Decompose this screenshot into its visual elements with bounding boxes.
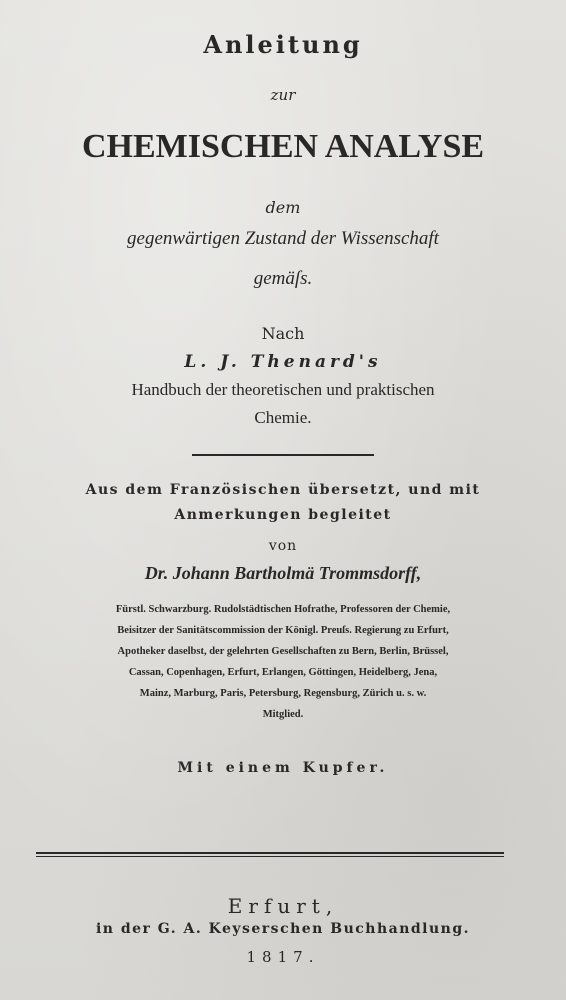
subtitle-line-2: gemäſs. (253, 268, 313, 289)
credentials-line: Mainz, Marburg, Paris, Petersburg, Regensburg, Zürich u. s. w. (139, 688, 427, 699)
imprint-year: 1817. (246, 948, 320, 966)
translator-name: Dr. Johann Bartholmä Trommsdorff, (144, 563, 422, 583)
imprint-place: Erfurt, (227, 894, 339, 918)
credentials-line: Fürstl. Schwarzburg. Rudolstädtischen Hofrathe, Professoren der Chemie, (115, 604, 451, 615)
source-author: L. J. Thenard's (184, 352, 382, 372)
plate-note: Mit einem Kupfer. (177, 760, 389, 776)
divider-long (36, 852, 504, 854)
main-title: CHEMISCHEN ANALYSE (81, 128, 485, 165)
divider-short (192, 454, 374, 456)
word-nach: Nach (261, 324, 305, 343)
credentials-line: Mitglied. (262, 709, 304, 720)
source-title-line-1: Handbuch der theoretischen und praktischen (131, 380, 435, 399)
subtitle-line-1: gegenwärtigen Zustand der Wissenschaft (127, 228, 439, 249)
heading-anleitung: Anleitung (203, 30, 363, 59)
word-von: von (268, 538, 298, 554)
credentials-line: Cassan, Copenhagen, Erfurt, Erlangen, Göttingen, Heidelberg, Jena, (128, 667, 438, 678)
source-title-line-2: Chemie. (254, 408, 312, 427)
word-zur: zur (270, 86, 296, 104)
translation-line-2: Anmerkungen begleitet (174, 507, 392, 523)
credentials-line: Beisitzer der Sanitätscommission der Königl. Preuſs. Regierung zu Erfurt, (117, 625, 449, 636)
divider-long-thin (36, 856, 504, 857)
credentials-line: Apotheker daselbst, der gelehrten Gesellschaften zu Bern, Berlin, Brüssel, (117, 646, 449, 657)
translation-line-1: Aus dem Französischen übersetzt, und mit (85, 482, 481, 498)
imprint-publisher: in der G. A. Keyserschen Buchhandlung. (95, 921, 471, 937)
word-dem: dem (265, 198, 301, 217)
